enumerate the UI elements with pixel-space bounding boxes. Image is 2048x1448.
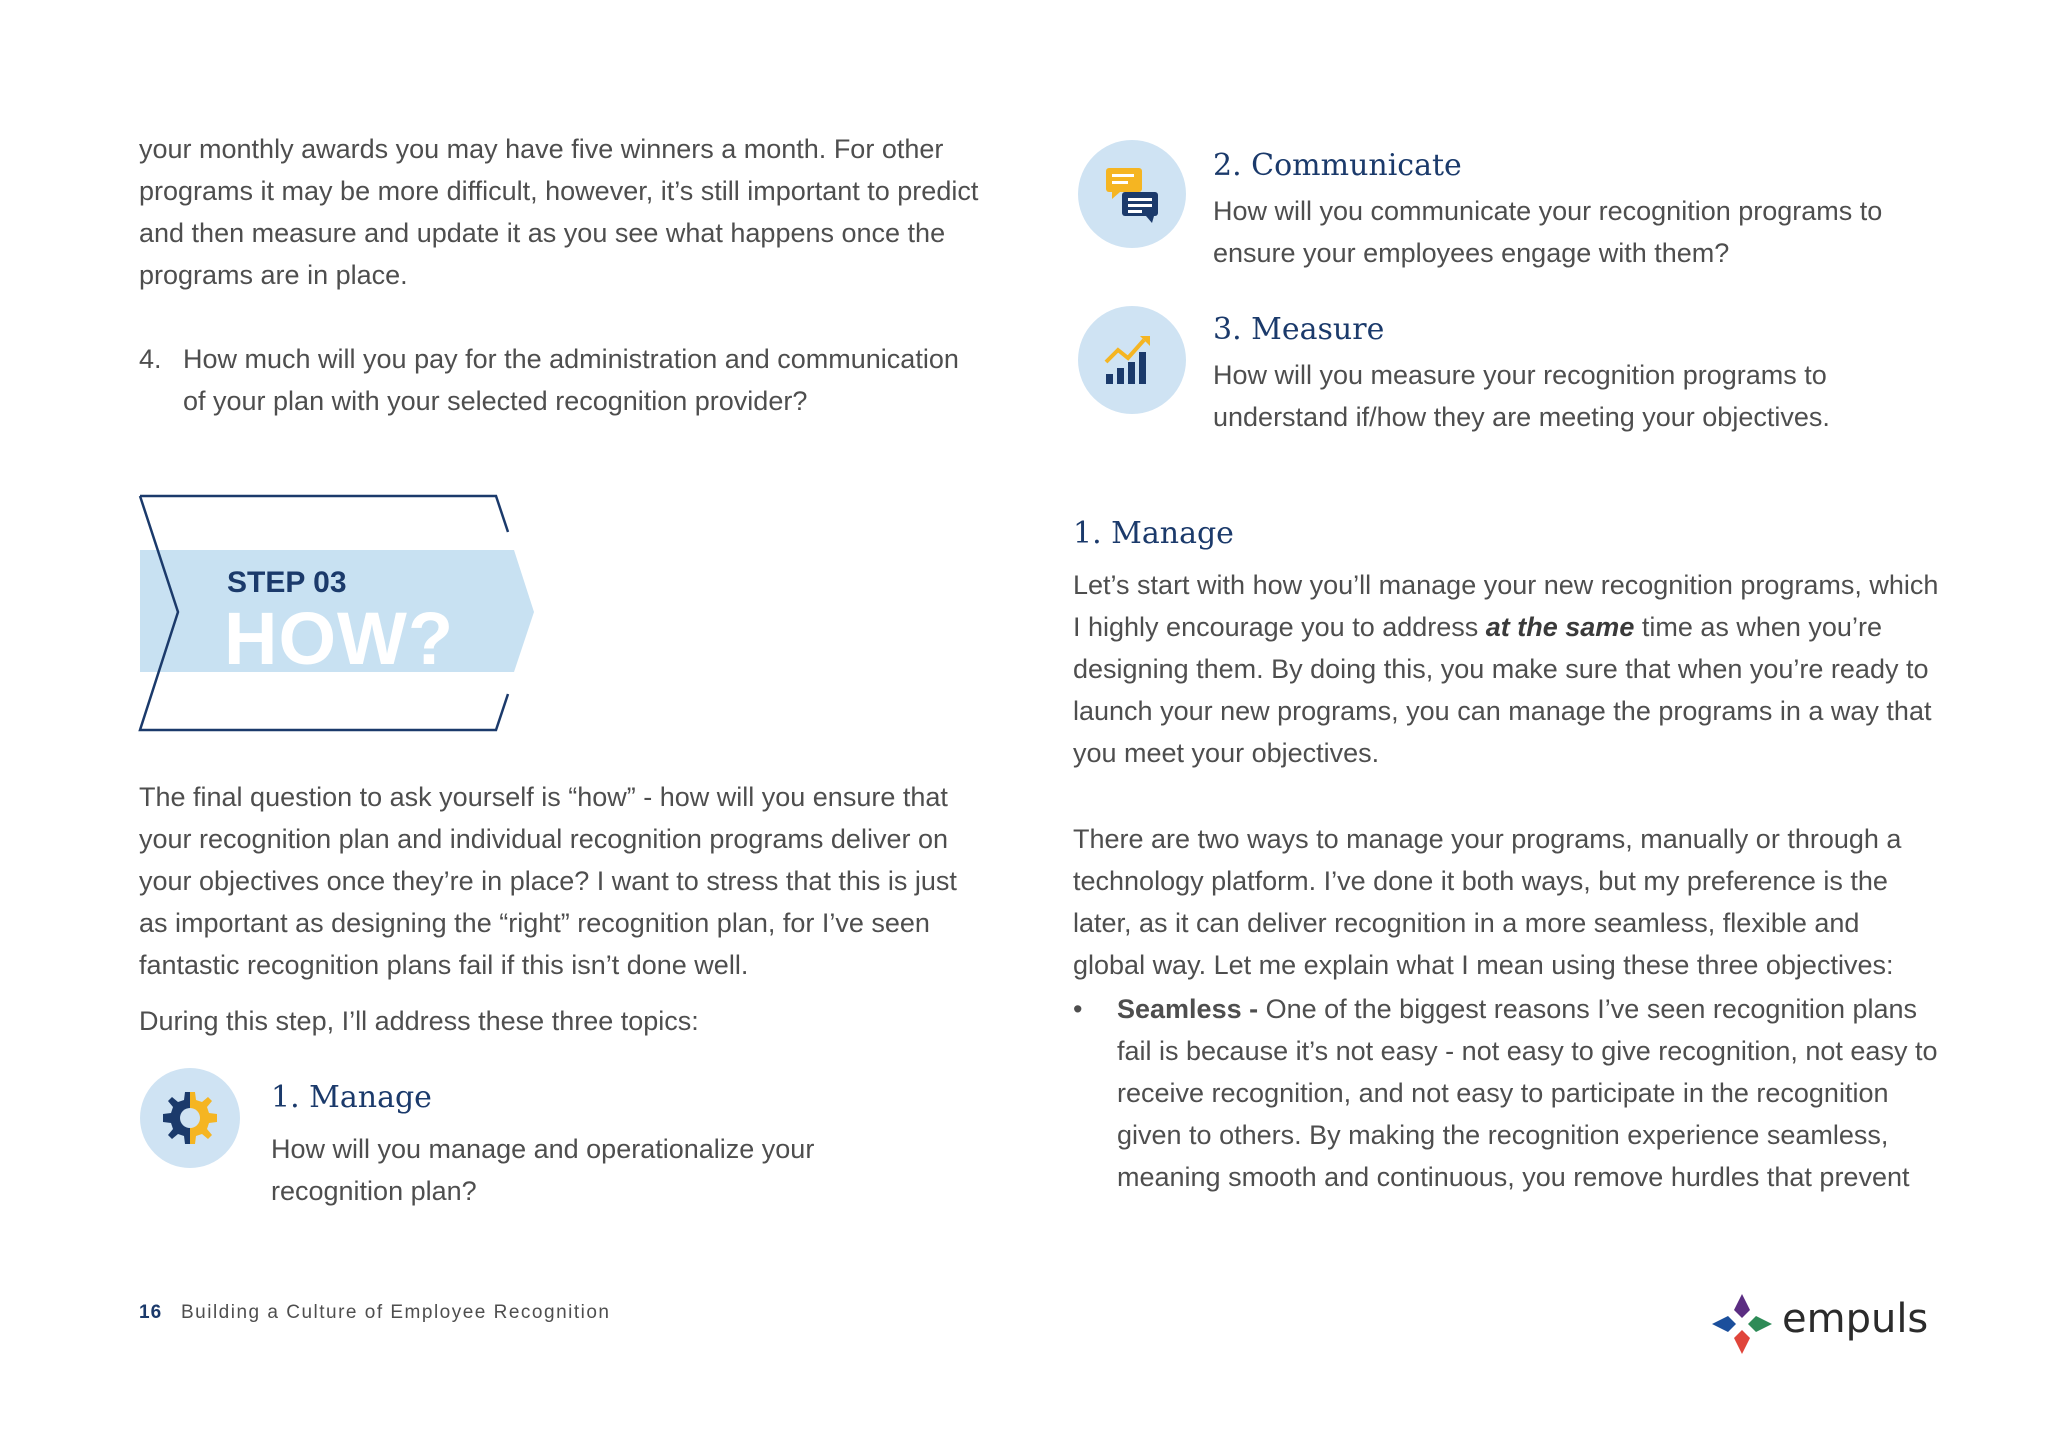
- step-banner-top-line: [140, 496, 508, 532]
- empuls-logo-mark: [1710, 1292, 1774, 1356]
- step-label: STEP 03: [227, 566, 347, 599]
- topic3-text: How will you measure your recognition programs to understand if/how they are meeting your objectives.: [1213, 360, 1830, 432]
- topic2-text: How will you communicate your recognition programs to ensure your employees engage with them?: [1213, 196, 1883, 268]
- topics-intro: During this step, I’ll address these three topics:: [139, 1006, 699, 1036]
- question-text: How much will you pay for the administration and communication of your plan with your selected recognition provider?: [183, 344, 959, 416]
- topic1-text: How will you manage and operationalize your recognition plan?: [271, 1134, 815, 1206]
- bullet-seamless: [1073, 988, 1948, 1208]
- footer-title: Building a Culture of Employee Recognition: [181, 1302, 611, 1323]
- empuls-logo: [1710, 1292, 1929, 1356]
- chat-bubbles-icon: [1100, 162, 1164, 226]
- emphasis-at-the-same: at the same: [1485, 612, 1635, 642]
- step-title: HOW?: [224, 597, 455, 680]
- page-number: 16: [139, 1302, 163, 1323]
- growth-icon-circle: [1078, 306, 1186, 414]
- growth-chart-icon: [1100, 328, 1164, 392]
- manage-heading: 1. Manage: [1073, 516, 1234, 551]
- manage-paragraph-2: There are two ways to manage your programs, manually or through a technology platform. I’ve done it both ways, but my preference is the later, as it can deliver recognition in a more seamless, flexible and global way. Let me explain what I mean using these three objectives:: [1073, 824, 1902, 980]
- manage-paragraph-1: Let’s start with how you’ll manage your new recognition programs, which I highly encourage you to address at the same time as when you’re designing them. By doing this, you make sure that when you’re ready to launch your new programs, you can manage the programs in a way that you meet your objectives.: [1073, 570, 1939, 768]
- topic2-title: 2. Communicate: [1213, 148, 1462, 183]
- intro-paragraph: your monthly awards you may have five winners a month. For other programs it may be more difficult, however, it’s still important to predict and then measure and update it as you see what happens once the programs are in place.: [139, 134, 979, 290]
- question-4: [139, 338, 999, 428]
- logo-text: empuls: [1782, 1296, 1929, 1342]
- gear-icon-circle: [140, 1068, 240, 1168]
- final-paragraph: The final question to ask yourself is “how” - how will you ensure that your recognition plan and individual recognition programs deliver on your objectives once they’re in place? I want to stress that this is just as important as designing the “right” recognition plan, for I’ve seen fantastic recognition plans fail if this isn’t done well.: [139, 782, 957, 980]
- topic3-title: 3. Measure: [1213, 312, 1385, 347]
- topic1-title: 1. Manage: [271, 1080, 432, 1115]
- bullet-label: Seamless -: [1117, 994, 1259, 1024]
- gear-icon: [160, 1088, 220, 1148]
- question-number: 4.: [139, 344, 162, 374]
- chat-icon-circle: [1078, 140, 1186, 248]
- bullet-marker: •: [1073, 994, 1083, 1024]
- bullet-text: Seamless - One of the biggest reasons I’ve seen recognition plans fail is because it’s not easy - not easy to give recognition, not easy to receive recognition, and not easy to participate in the recognition given to others. By making the recognition experience seamless, meaning smooth and continuous, you remove hurdles that prevent: [1117, 994, 1938, 1192]
